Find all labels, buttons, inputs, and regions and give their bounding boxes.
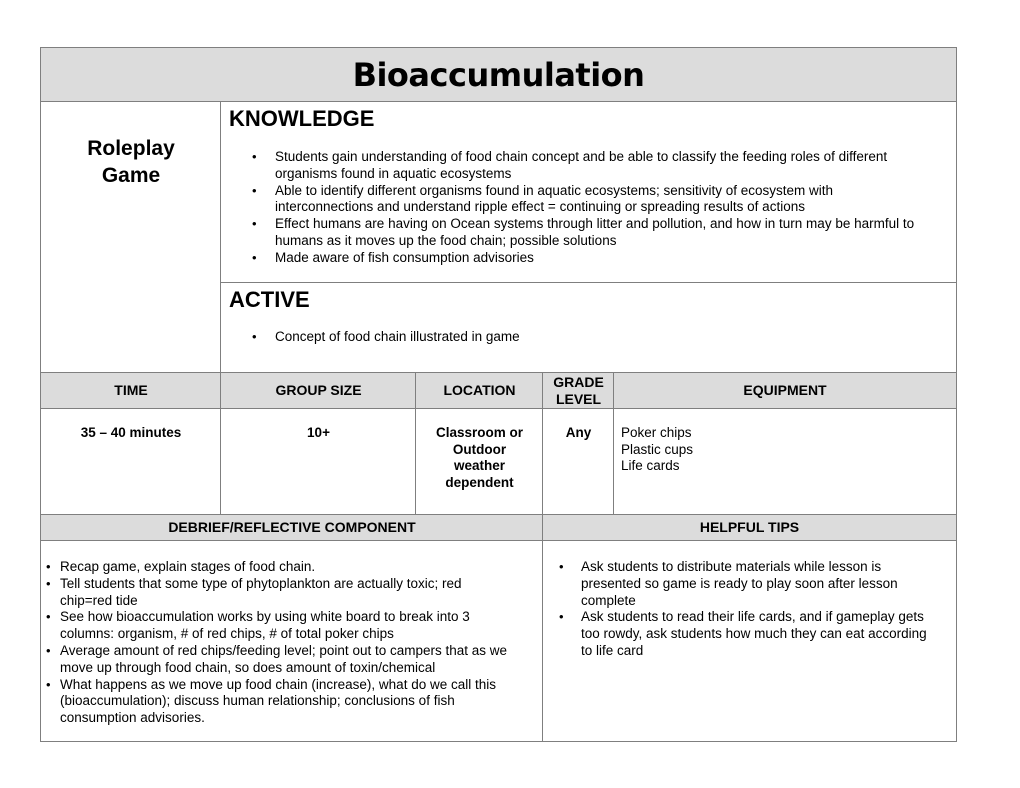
knowledge-item-line: • Students gain understanding of food chain concept and be able to classify the feeding roles of different — [275, 149, 888, 164]
active-heading: ACTIVE — [229, 287, 310, 312]
activity-type-line-1: Roleplay — [87, 137, 175, 160]
grade-level-value: Any — [542, 408, 614, 514]
lesson-plan-sheet — [40, 47, 957, 742]
tips-item — [543, 609, 952, 659]
tips-item-line: complete — [581, 592, 636, 608]
tips-item-line: to life card — [581, 642, 644, 658]
tips-section — [542, 540, 957, 742]
knowledge-item — [221, 149, 950, 183]
debrief-item-line: • Tell students that some type of phytoplankton are actually toxic; red — [60, 575, 462, 591]
equipment-header: EQUIPMENT — [613, 372, 957, 409]
location-value-line: weather — [453, 458, 506, 473]
time-value: 35 – 40 minutes — [40, 408, 221, 514]
grade-level-header-line: LEVEL — [555, 390, 602, 407]
debrief-item-line: • What happens as we move up food chain (increase), what do we call this — [60, 676, 496, 692]
location-value-line: Classroom or — [435, 425, 524, 440]
tips-item-line: presented so game is ready to play soon after lesson — [581, 575, 898, 591]
knowledge-heading: KNOWLEDGE — [229, 106, 375, 131]
debrief-item — [41, 643, 539, 677]
tips-item — [543, 559, 952, 609]
tips-item-line: • Ask students to read their life cards, and if gameplay gets — [581, 609, 924, 625]
debrief-item-line: columns: organism, # of red chips, # of total poker chips — [60, 626, 394, 642]
debrief-section — [40, 540, 543, 742]
debrief-item — [41, 609, 539, 643]
debrief-item — [41, 576, 539, 610]
debrief-item-line: • Average amount of red chips/feeding level; point out to campers that as we — [60, 642, 508, 658]
equipment-item: Plastic cups — [621, 441, 694, 457]
tips-item-line: • Ask students to distribute materials while lesson is — [581, 559, 882, 574]
equipment-value — [613, 408, 957, 514]
location-header: LOCATION — [415, 372, 543, 409]
knowledge-section — [220, 102, 957, 283]
grade-level-header — [542, 372, 614, 409]
location-value-line: Outdoor — [452, 441, 507, 457]
active-list — [221, 329, 950, 346]
knowledge-item-line: • Made aware of fish consumption advisories — [275, 249, 534, 265]
knowledge-item-line: interconnections and understand ripple effect = continuing or spreading results of actions — [275, 199, 805, 215]
debrief-list — [41, 559, 539, 727]
tips-list — [543, 559, 952, 660]
debrief-item-line: consumption advisories. — [60, 710, 205, 726]
knowledge-list — [221, 149, 950, 267]
knowledge-item-line: humans as it moves up the food chain; possible solutions — [275, 232, 617, 248]
tips-item-line: too rowdy, ask students how much they can eat according — [581, 626, 927, 642]
equipment-item: Poker chips — [621, 425, 692, 440]
location-value — [415, 408, 543, 514]
active-item — [221, 329, 950, 346]
debrief-item-line: • See how bioaccumulation works by using white board to break into 3 — [60, 609, 470, 625]
time-header: TIME — [40, 372, 221, 409]
debrief-item-line: • Recap game, explain stages of food chain. — [60, 559, 316, 574]
activity-type-line-2: Game — [101, 164, 161, 187]
knowledge-item — [221, 216, 950, 250]
active-section — [220, 282, 957, 373]
activity-type-cell — [40, 102, 221, 373]
group-size-value: 10+ — [220, 408, 416, 514]
debrief-item-line: chip=red tide — [60, 592, 138, 608]
group-size-header: GROUP SIZE — [220, 372, 416, 409]
active-item-line: • Concept of food chain illustrated in game — [275, 329, 520, 344]
knowledge-item — [221, 183, 950, 217]
debrief-item-line: (bioaccumulation); discuss human relationship; conclusions of fish — [60, 693, 455, 709]
location-value-line: dependent — [445, 474, 514, 490]
debrief-header: DEBRIEF/REFLECTIVE COMPONENT — [40, 514, 543, 541]
knowledge-item-line: organisms found in aquatic ecosystems — [275, 165, 512, 181]
knowledge-item — [221, 250, 950, 267]
equipment-item: Life cards — [621, 458, 680, 473]
page-title: Bioaccumulation — [40, 47, 957, 102]
debrief-item — [41, 677, 539, 727]
knowledge-item-line: • Effect humans are having on Ocean systems through litter and pollution, and how in turn may be harmful to — [275, 216, 915, 232]
grade-level-header-line: GRADE — [553, 373, 604, 390]
tips-header: HELPFUL TIPS — [542, 514, 957, 541]
activity-type-label — [41, 135, 221, 189]
knowledge-item-line: • Able to identify different organisms found in aquatic ecosystems; sensitivity of ecosystem with — [275, 182, 834, 198]
debrief-item — [41, 559, 539, 576]
debrief-item-line: move up through food chain, so does amount of toxin/chemical — [60, 659, 436, 675]
